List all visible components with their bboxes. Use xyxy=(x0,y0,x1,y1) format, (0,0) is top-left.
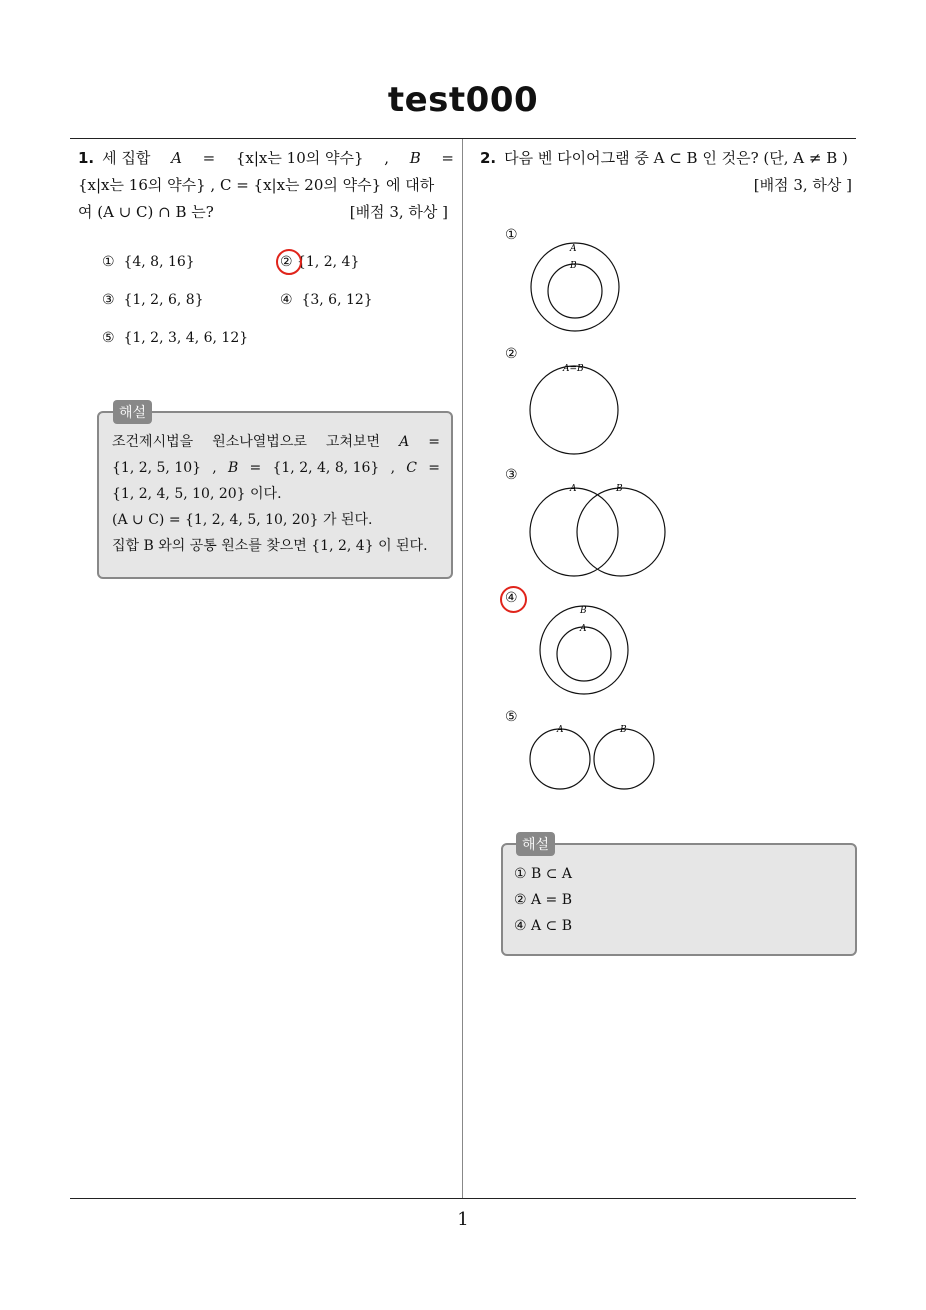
venn-label: A xyxy=(557,725,564,735)
venn-1 xyxy=(531,243,619,331)
explanation-line: 집합 B 와의 공통 원소를 찾으면 {1, 2, 4} 이 된다. xyxy=(112,538,428,554)
question-1-line-2: {x|x는 16의 약수} , C = {x|x는 20의 약수} 에 대하 xyxy=(78,176,435,194)
choice-3[interactable]: ③ xyxy=(505,467,518,483)
venn-label: B xyxy=(580,606,587,616)
set-name: C xyxy=(406,460,417,476)
choice-text: {1, 2, 6, 8} xyxy=(123,292,204,308)
choice-number: ⑤ xyxy=(102,330,115,346)
explanation-line: ④ A ⊂ B xyxy=(514,918,573,934)
question-text: 여 (A ∪ C) ∩ B 는? xyxy=(78,203,214,221)
venn-label: B xyxy=(616,484,623,494)
choice-2[interactable]: ② xyxy=(505,346,518,362)
question-2 xyxy=(480,145,856,199)
choice-number: ④ xyxy=(280,292,293,308)
choice-5[interactable]: ⑤ xyxy=(505,709,518,725)
venn-diagrams xyxy=(470,200,730,820)
venn-2 xyxy=(530,366,618,454)
venn-label: A=B xyxy=(563,364,584,374)
explanation-word: 원소나열법으로 xyxy=(212,434,307,450)
explanation-line: (A ∪ C) = {1, 2, 4, 5, 10, 20} 가 된다. xyxy=(112,512,373,528)
choice-number: ② xyxy=(280,254,293,270)
explanation-line xyxy=(112,429,440,455)
venn-3 xyxy=(530,488,665,576)
choice-5[interactable] xyxy=(102,330,248,346)
explanation-line: ① B ⊂ A xyxy=(514,866,573,882)
explanation-line: {1, 2, 4, 5, 10, 20} 이다. xyxy=(112,486,282,502)
question-number: 2. xyxy=(480,149,497,167)
equals-sign: = xyxy=(441,149,454,167)
explanation-text xyxy=(112,429,440,559)
bottom-rule xyxy=(70,1198,856,1199)
question-1-line-3 xyxy=(78,199,454,226)
explanation-word: 고쳐보면 xyxy=(325,434,381,450)
equals-sign: = xyxy=(428,434,440,450)
set-name: A xyxy=(171,149,182,167)
question-1-line-1 xyxy=(78,145,454,172)
venn-label: A xyxy=(570,484,577,494)
question-text: 세 집합 xyxy=(102,149,151,167)
set-name: B xyxy=(227,460,239,476)
choice-text: {1, 2, 4} xyxy=(297,254,360,270)
choice-1[interactable]: ① xyxy=(505,227,518,243)
equals-sign: = xyxy=(428,460,440,476)
venn-label: A xyxy=(570,244,577,254)
choice-4[interactable]: ④ xyxy=(505,590,518,606)
venn-label: B xyxy=(620,725,627,735)
choice-1[interactable] xyxy=(102,254,195,270)
equals-sign: = xyxy=(202,149,216,167)
page-number: 1 xyxy=(457,1209,469,1230)
comma: , xyxy=(212,460,217,476)
question-number: 1. xyxy=(78,149,95,167)
choice-4[interactable] xyxy=(280,292,373,308)
comma: , xyxy=(390,460,396,476)
set-definition: {x|x는 10의 약수} xyxy=(235,149,364,167)
page-title: test000 xyxy=(387,80,539,120)
choice-number: ③ xyxy=(102,292,115,308)
venn-label: A xyxy=(580,624,587,634)
column-divider xyxy=(462,139,463,1198)
explanation-line xyxy=(112,455,440,481)
choice-text: {3, 6, 12} xyxy=(301,292,373,308)
circle-b xyxy=(548,264,602,318)
explanation-tag: 해설 xyxy=(113,400,152,424)
explanation-line: ② A = B xyxy=(514,892,573,908)
venn-4 xyxy=(540,606,628,694)
explanation-tag: 해설 xyxy=(516,832,555,856)
explanation-word: 조건제시법을 xyxy=(112,434,194,450)
question-text: 다음 벤 다이어그램 중 A ⊂ B 인 것은? (단, A ≠ B ) xyxy=(504,149,848,167)
venn-5 xyxy=(530,729,654,789)
set-value: {1, 2, 4, 8, 16} xyxy=(272,460,380,476)
explanation-text xyxy=(514,861,572,939)
answer-mark xyxy=(276,249,302,275)
top-rule xyxy=(70,138,856,139)
score-meta: [배점 3, 하상 ] xyxy=(349,203,448,221)
equals-sign: = xyxy=(249,460,262,476)
comma: , xyxy=(384,149,389,167)
choice-number: ① xyxy=(102,254,115,270)
choice-text: {1, 2, 3, 4, 6, 12} xyxy=(123,330,249,346)
set-value: {1, 2, 5, 10} xyxy=(112,460,202,476)
choice-3[interactable] xyxy=(102,292,204,308)
venn-label: B xyxy=(570,261,577,271)
question-1 xyxy=(78,145,454,226)
set-name: B xyxy=(409,149,421,167)
choice-text: {4, 8, 16} xyxy=(123,254,195,270)
set-name: A xyxy=(399,434,410,450)
score-meta: [배점 3, 하상 ] xyxy=(753,176,852,194)
question-2-stem xyxy=(480,145,856,172)
